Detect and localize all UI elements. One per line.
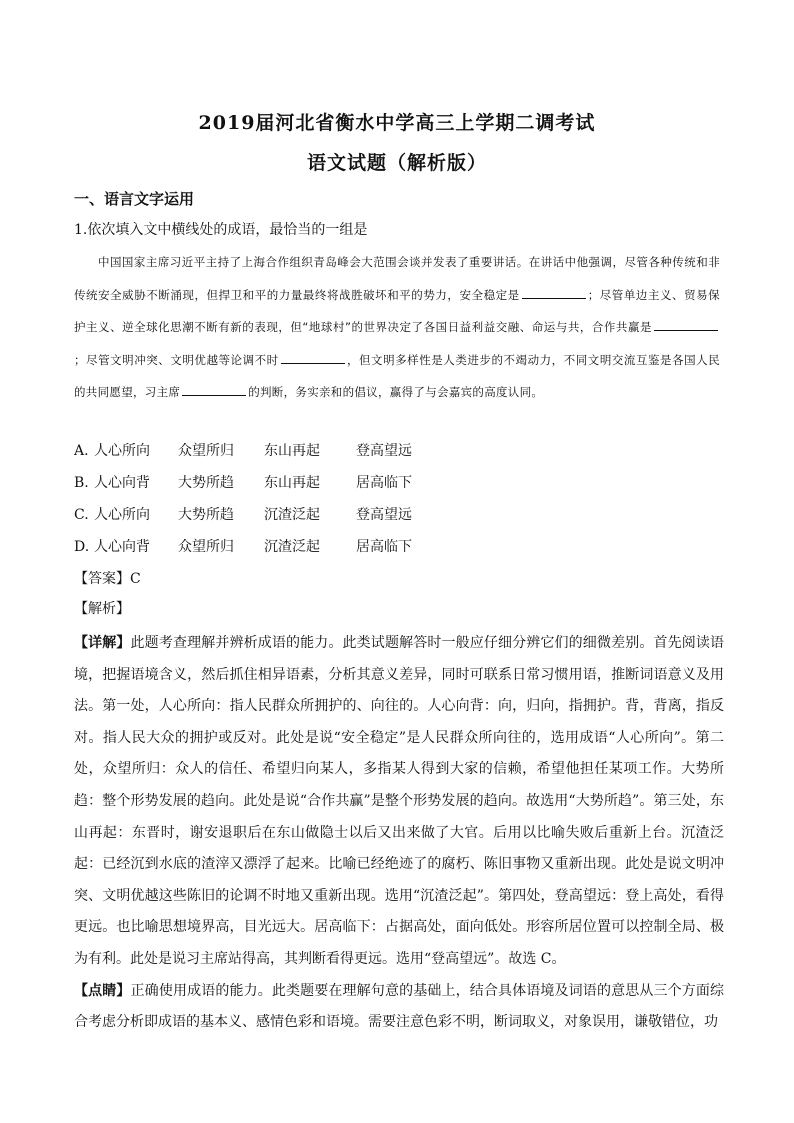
option-c: [74, 504, 412, 536]
option-idiom: 登高望远: [356, 507, 412, 523]
option-b: [74, 472, 412, 504]
detail-label: 【详解】: [74, 635, 131, 651]
passage-segment-5: 的判断，务实亲和的倡议，赢得了与会嘉宾的高度认同。: [248, 385, 544, 399]
option-idiom: 人心向背: [94, 539, 150, 555]
explanation: [74, 628, 724, 1039]
option-idiom: 沉渣泛起: [264, 539, 320, 555]
option-idiom: 居高临下: [356, 475, 412, 491]
option-letter: C.: [74, 507, 89, 523]
blank-2: [654, 318, 718, 331]
blank-4: [182, 383, 246, 396]
passage-segment-3: ；尽管文明冲突、文明优越等论调不时: [74, 352, 279, 367]
exam-title: 2019届河北省衡水中学高三上学期二调考试: [198, 112, 596, 134]
answer-line: 【答案】C: [74, 571, 141, 587]
exam-subtitle: 语文试题（解析版）: [306, 152, 487, 174]
point-label: 【点睛】: [74, 982, 131, 999]
answer-options: [74, 440, 412, 568]
passage-segment-1: 中国国家主席习近平主持了上海合作组织青岛峰会大范围会谈并发表了重要讲话。在讲话中他强调，尽管各种传统和非传统安全威胁不断涌现，但捍卫和平的力量最终将战胜破坏和平的势力，安全稳定是: [74, 255, 720, 302]
option-idiom: 众望所归: [178, 539, 234, 555]
option-idiom: 沉渣泛起: [264, 507, 320, 523]
detail-text: 此题考查理解并辨析成语的能力。此类试题解答时一般应仔细分辨它们的细微差别。首先阅读语境，把握语境含义，然后抓住相异语素，分析其意义差异，同时可联系日常习惯用语，推断词语意义及用法。第一处，人心所向：指人民群众所拥护的、向往的。人心向背：向，归向，指拥护。背，背离，指反对。指人民大众的拥护或反对。此处是说“安全稳定”是人民群众所向往的，选用成语“人心所向”。第二处，众望所归：众人的信任、希望归向某人，多指某人得到大家的信赖，希望他担任某项工作。大势所趋：整个形势发展的趋向。此处是说“合作共赢”是整个形势发展的趋向。故选用“大势所趋”。第三处，东山再起：东晋时，谢安退职后在东山做隐士以后又出来做了大官。后用以比喻失败后重新上台。沉渣泛起：已经沉到水底的渣滓又漂浮了起来。比喻已经绝迹了的腐朽、陈旧事物又重新出现。此处是说文明冲突、文明优越这些陈旧的论调不时地又重新出现。选用“沉渣泛起”。第四处，登高望远：登上高处，看得更远。也比喻思想境界高，目光远大。居高临下：占据高处，面向低处。形容所居位置可以控制全局、极为有利。此处是说习主席站得高，其判断看得更远。选用“登高望远”。故选 C。: [74, 635, 725, 967]
analysis-label: 【解析】: [74, 601, 130, 617]
point-paragraph: [74, 976, 724, 1039]
blank-1: [522, 286, 586, 299]
option-idiom: 众望所归: [178, 443, 234, 459]
option-idiom: 大势所趋: [178, 475, 234, 491]
passage-segment-2: ；尽管单边主义、贸易保护主义、逆全球化思潮不断有新的表现，但“地球村”的世界决定了各国日益利益交融、命运与共，合作共赢是: [74, 287, 720, 334]
option-letter: A.: [74, 443, 89, 459]
option-idiom: 人心所向: [94, 507, 150, 523]
blank-3: [281, 351, 345, 364]
option-idiom: 人心向背: [94, 475, 150, 491]
option-letter: B.: [74, 475, 89, 491]
section-heading: 一、语言文字运用: [74, 190, 195, 208]
option-idiom: 人心所向: [94, 443, 150, 459]
question-passage: [74, 246, 720, 409]
question-stem: 1.依次填入文中横线处的成语，最恰当的一组是: [74, 222, 368, 238]
option-a: [74, 440, 412, 472]
option-idiom: 登高望远: [356, 443, 412, 459]
option-idiom: 东山再起: [264, 475, 320, 491]
point-text: 正确使用成语的能力。此类题要在理解句意的基础上，结合具体语境及词语的意思从三个方面综合考虑分析即成语的基本义、感情色彩和语境。需要注意色彩不明，断词取义，对象误用，谦敬错位，功: [74, 982, 725, 1031]
option-idiom: 大势所趋: [178, 507, 234, 523]
detail-paragraph: [74, 628, 724, 976]
option-letter: D.: [74, 539, 90, 555]
option-idiom: 东山再起: [264, 443, 320, 459]
passage-segment-4: ，但文明多样性是人类进步的不竭动力，不同文明交流互鉴是各国人民的共同愿望，习主席: [74, 352, 721, 399]
option-idiom: 居高临下: [356, 539, 412, 555]
option-d: [74, 536, 412, 568]
